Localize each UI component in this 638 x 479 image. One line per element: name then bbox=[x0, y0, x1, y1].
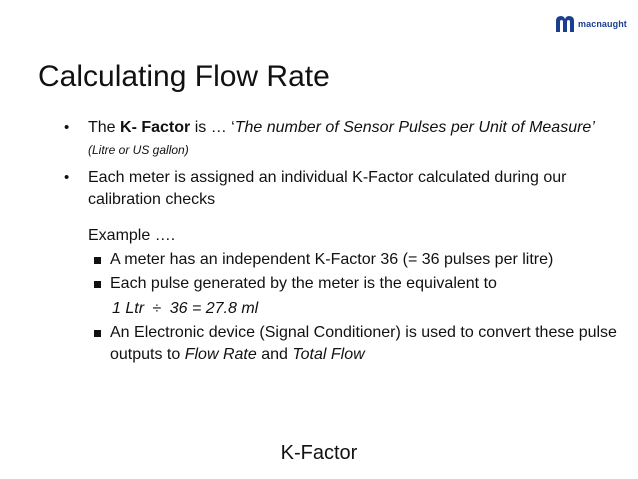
flow-rate-term: Flow Rate bbox=[184, 346, 257, 363]
total-flow-term: Total Flow bbox=[292, 346, 365, 363]
example-text: Each pulse generated by the meter is the equivalent to bbox=[110, 275, 497, 292]
square-bullet-icon bbox=[94, 281, 101, 288]
unit-note: (Litre or US gallon) bbox=[88, 143, 189, 157]
formula bbox=[64, 298, 624, 320]
example-text: An Electronic device (Signal Conditioner) is used to convert these pulse outputs to bbox=[110, 324, 617, 363]
bullet-k-factor bbox=[64, 117, 624, 161]
formula-right: 36 = 27.8 ml bbox=[169, 300, 259, 317]
divide-icon: ÷ bbox=[152, 300, 162, 317]
k-factor-term: K- Factor bbox=[120, 119, 191, 136]
brand-logo bbox=[555, 14, 627, 34]
slide-footer: K-Factor bbox=[280, 442, 358, 464]
bullet-calibration bbox=[64, 167, 624, 211]
slide-body bbox=[64, 117, 624, 366]
square-bullet-icon bbox=[94, 330, 101, 337]
macnaught-logo-icon bbox=[555, 14, 575, 34]
brand-name: macnaught bbox=[578, 19, 627, 29]
square-bullet-icon bbox=[94, 257, 101, 264]
example-item-k-factor bbox=[64, 249, 624, 271]
example-text: and bbox=[256, 346, 293, 363]
formula-left: 1 Ltr bbox=[112, 300, 145, 317]
example-item-pulse bbox=[64, 273, 624, 295]
bullet-text: is … ‘ bbox=[190, 119, 235, 136]
example-item-signal-conditioner bbox=[64, 322, 624, 366]
slide-title: Calculating Flow Rate bbox=[38, 60, 330, 93]
bullet-dot-icon: • bbox=[64, 119, 70, 136]
bullet-text: Each meter is assigned an individual K-Factor calculated during our calibration checks bbox=[88, 169, 567, 208]
example-label: Example …. bbox=[88, 227, 176, 244]
bullet-text: The bbox=[88, 119, 121, 136]
bullet-dot-icon: • bbox=[64, 169, 70, 186]
k-factor-definition: The number of Sensor Pulses per Unit of Measure’ bbox=[234, 119, 595, 136]
example-text: A meter has an independent K-Factor 36 (= 36 pulses per litre) bbox=[110, 251, 554, 268]
